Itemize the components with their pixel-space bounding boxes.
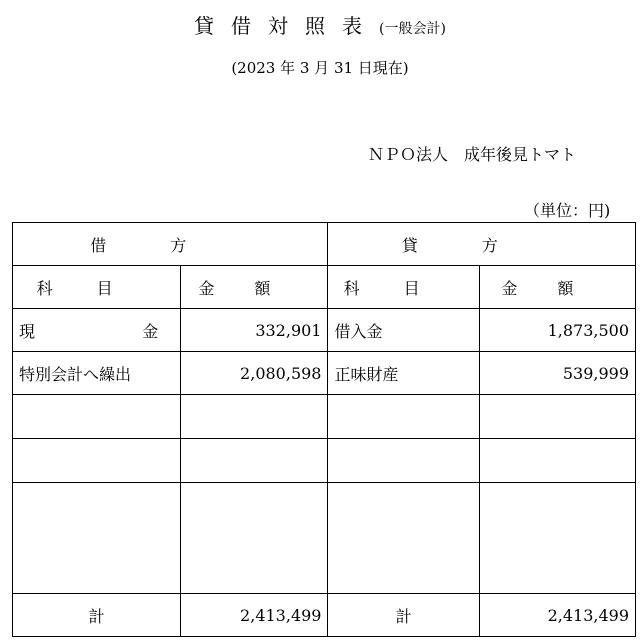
debit-item-part: 金 <box>142 321 159 341</box>
credit-amount-cell: 1,873,500 <box>479 309 635 352</box>
unit-label: （単位：円) <box>524 201 611 220</box>
empty-cell <box>13 483 181 594</box>
credit-item-cell: 正味財産 <box>328 352 479 395</box>
organization-name: ＮＰＯ法人 成年後見トマト <box>368 145 577 164</box>
debit-item-cell <box>13 309 181 352</box>
credit-total-label: 計 <box>328 594 479 637</box>
empty-cell <box>479 439 635 483</box>
table-row <box>13 352 636 395</box>
debit-total-amount: 2,413,499 <box>181 594 328 637</box>
empty-row <box>13 395 636 439</box>
credit-header: 貸方 <box>328 223 636 266</box>
empty-row <box>13 483 636 594</box>
debit-header: 借方 <box>13 223 328 266</box>
empty-cell <box>328 483 479 594</box>
empty-cell <box>479 395 635 439</box>
empty-cell <box>479 483 635 594</box>
debit-amount-cell: 332,901 <box>181 309 328 352</box>
credit-item-header: 科目 <box>328 266 479 309</box>
date-line: (2023 年 3 月 31 日現在) <box>231 59 409 77</box>
column-header-row <box>13 266 636 309</box>
empty-cell <box>181 483 328 594</box>
debit-item-cell: 特別会計へ繰出 <box>13 352 181 395</box>
credit-item-cell: 借入金 <box>328 309 479 352</box>
debit-amount-cell: 2,080,598 <box>181 352 328 395</box>
empty-row <box>13 439 636 483</box>
empty-cell <box>181 439 328 483</box>
total-row <box>13 594 636 637</box>
side-header-row <box>13 223 636 266</box>
balance-sheet-table <box>12 222 636 637</box>
document-title <box>0 10 640 39</box>
credit-amount-header: 金額 <box>479 266 635 309</box>
empty-cell <box>328 395 479 439</box>
empty-cell <box>328 439 479 483</box>
title-sub: (一般会計) <box>379 21 446 37</box>
debit-item-part: 現 <box>19 321 36 341</box>
empty-cell <box>181 395 328 439</box>
debit-item-header: 科目 <box>13 266 181 309</box>
credit-amount-cell: 539,999 <box>479 352 635 395</box>
title-main: 貸借対照表 <box>194 14 380 38</box>
credit-total-amount: 2,413,499 <box>479 594 635 637</box>
debit-amount-header: 金額 <box>181 266 328 309</box>
empty-cell <box>13 439 181 483</box>
empty-cell <box>13 395 181 439</box>
debit-item-cash <box>19 319 174 342</box>
debit-total-label: 計 <box>13 594 181 637</box>
table-row <box>13 309 636 352</box>
